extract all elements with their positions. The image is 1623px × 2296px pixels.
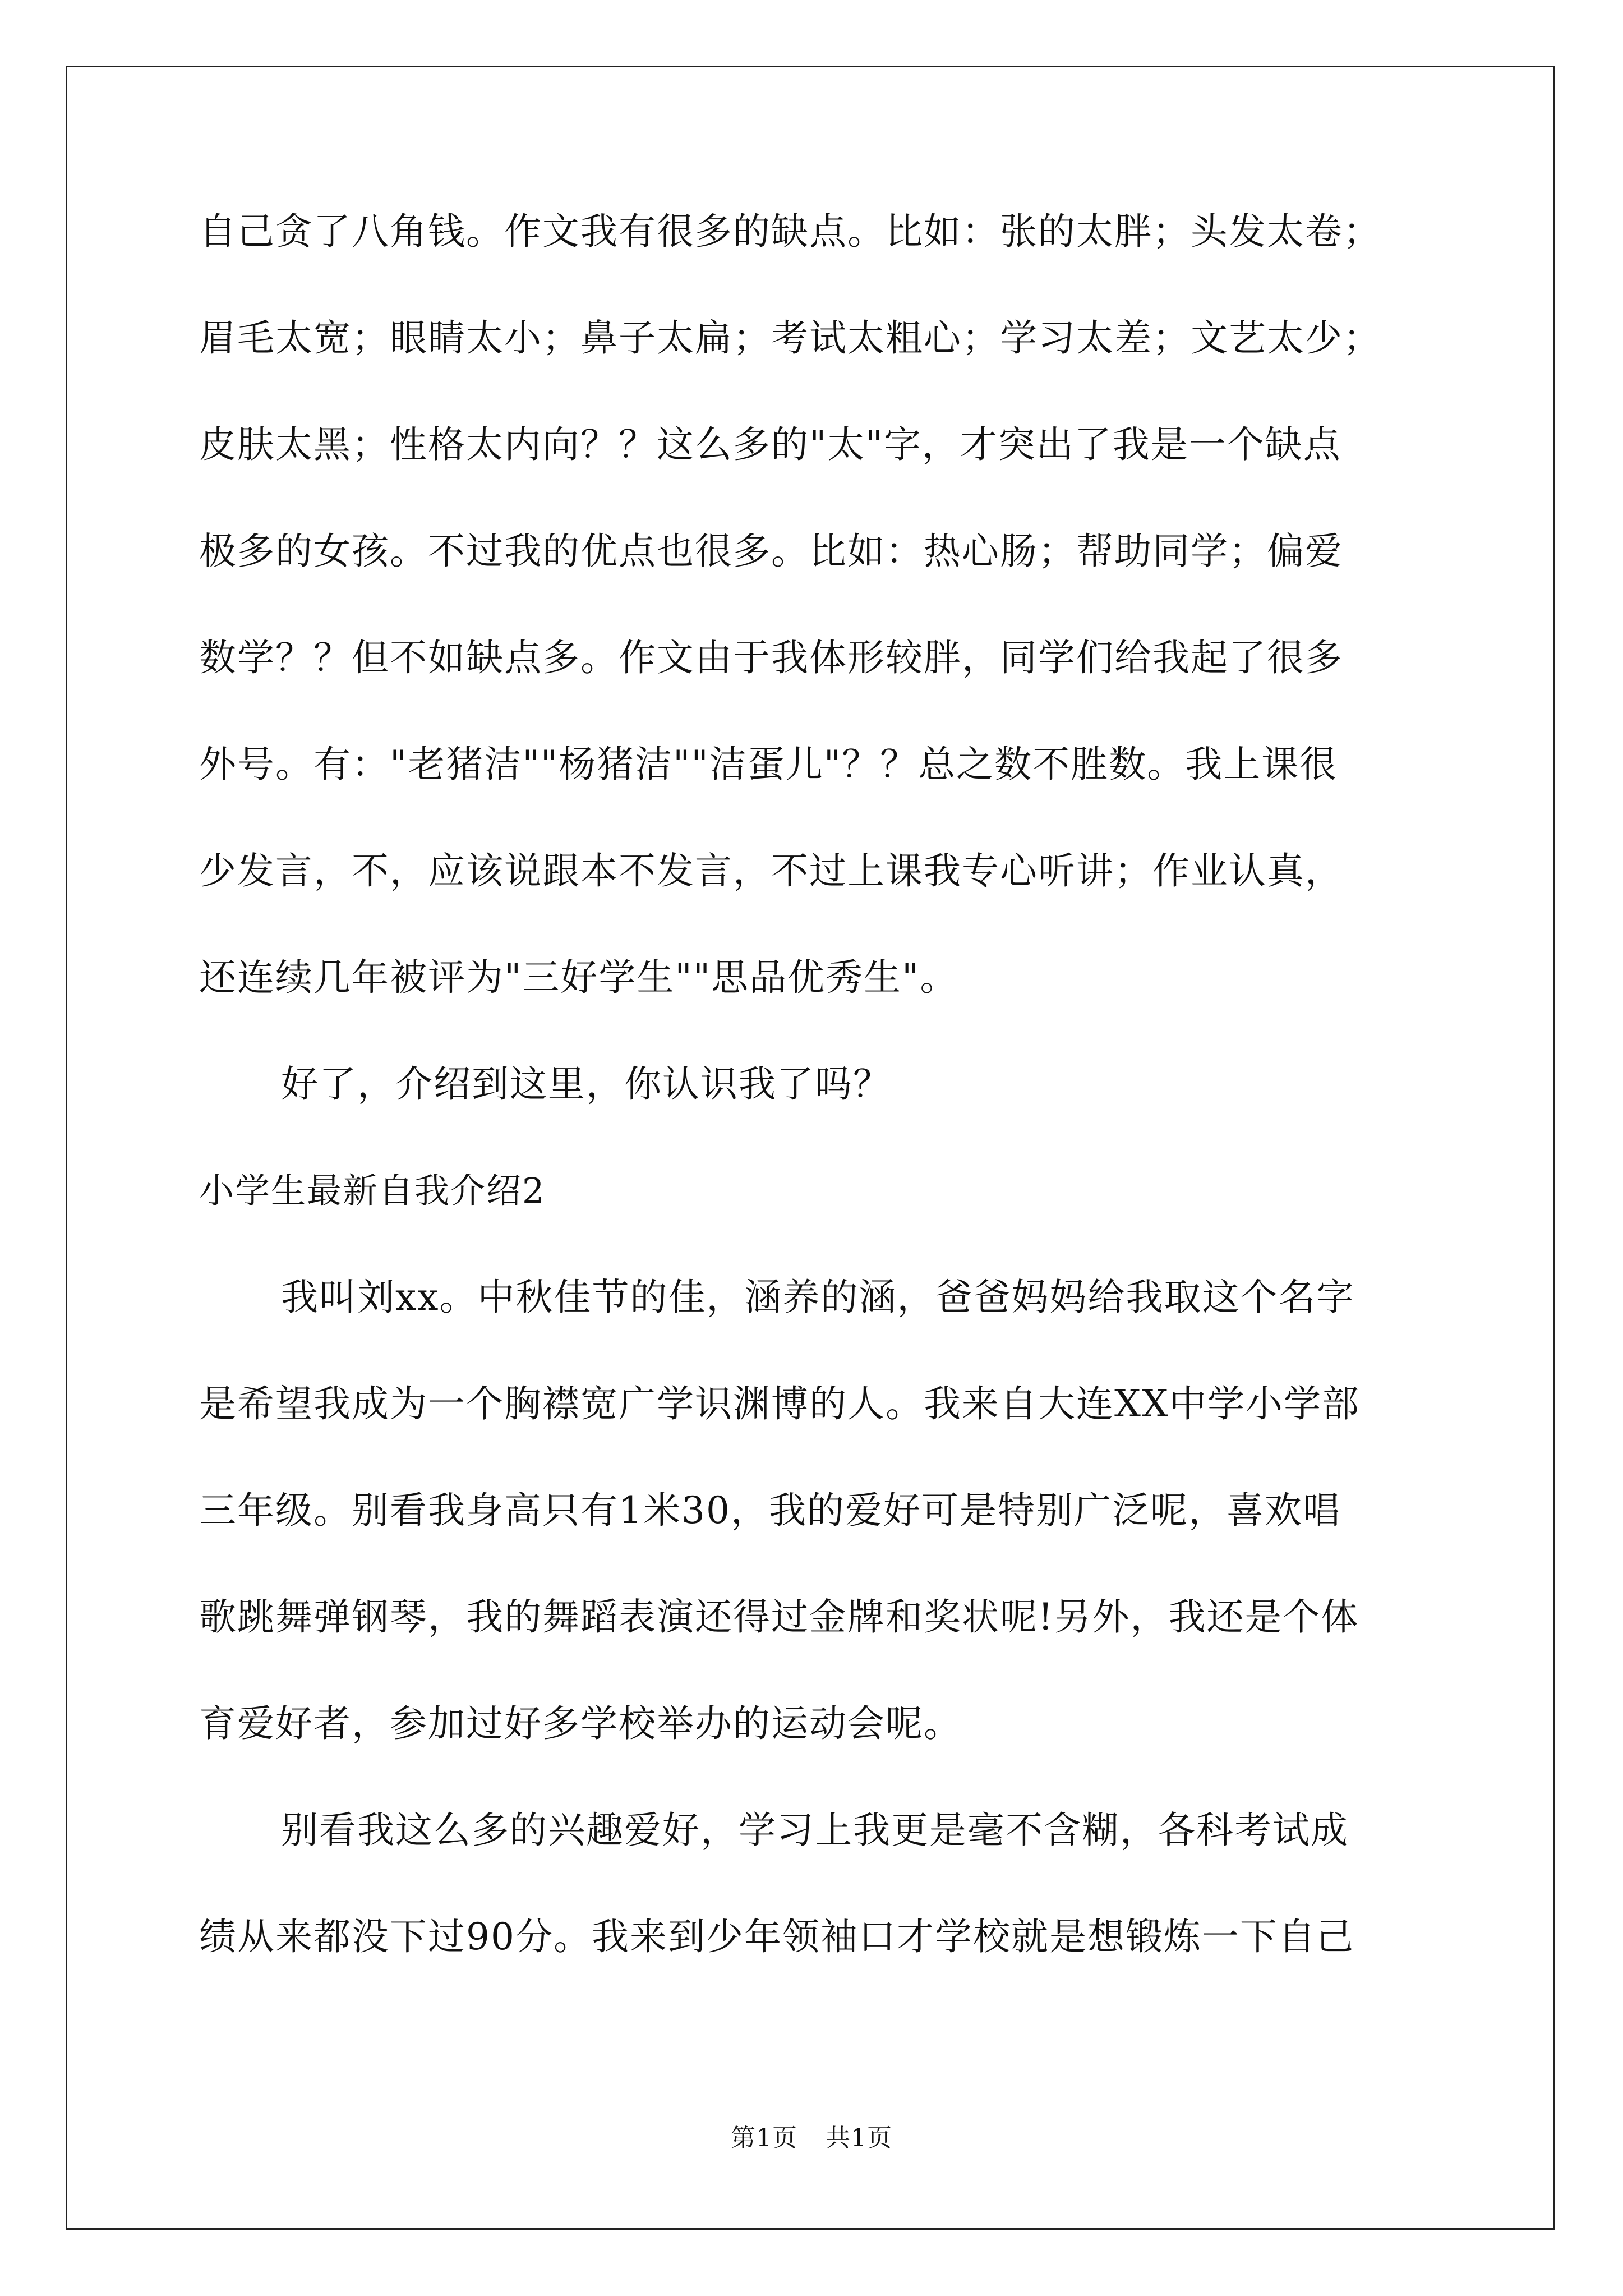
text-line: 绩从来都没下过90分。我来到少年领袖口才学校就是想锻炼一下自己: [199, 1915, 1354, 1958]
text-line: 育爱好者，参加过好多学校举办的运动会呢。: [199, 1702, 962, 1745]
text-line: 眉毛太宽；眼睛太小；鼻子太扁；考试太粗心；学习太差；文艺太少；: [199, 316, 1381, 360]
document-body: [199, 210, 1433, 2025]
text-line: 极多的女孩。不过我的优点也很多。比如：热心肠；帮助同学；偏爱: [199, 530, 1343, 573]
text-line: 少发言，不，应该说跟本不发言，不过上课我专心听讲；作业认真，: [199, 849, 1343, 892]
paragraph-line: 别看我这么多的兴趣爱好，学习上我更是毫不含糊，各科考试成: [281, 1809, 1349, 1852]
text-line: 还连续几年被评为"三好学生""思品优秀生"。: [199, 956, 958, 999]
paragraph-line: 我叫刘xx。中秋佳节的佳，涵养的涵，爸爸妈妈给我取这个名字: [281, 1276, 1355, 1319]
section-heading: 小学生最新自我介绍2: [199, 1170, 546, 1211]
page-total: 共1页: [826, 2124, 892, 2152]
text-line: 三年级。别看我身高只有1米30，我的爱好可是特别广泛呢，喜欢唱: [199, 1489, 1341, 1532]
text-line: 自己贪了八角钱。作文我有很多的缺点。比如：张的太胖；头发太卷；: [199, 210, 1381, 253]
page-footer: [0, 2126, 1623, 2151]
text-line: 皮肤太黑；性格太内向？？这么多的"太"字，才突出了我是一个缺点: [199, 423, 1341, 466]
text-line: 歌跳舞弹钢琴，我的舞蹈表演还得过金牌和奖状呢!另外，我还是个体: [199, 1595, 1359, 1639]
paragraph-line: 好了，介绍到这里，你认识我了吗？: [281, 1062, 891, 1106]
text-line: 外号。有："老猪洁""杨猪洁""洁蛋儿"？？总之数不胜数。我上课很: [199, 743, 1338, 786]
text-line: 数学？？但不如缺点多。作文由于我体形较胖，同学们给我起了很多: [199, 636, 1343, 679]
text-line: 是希望我成为一个胸襟宽广学识渊博的人。我来自大连XX中学小学部: [199, 1382, 1360, 1425]
page-number: 第1页: [731, 2124, 797, 2152]
